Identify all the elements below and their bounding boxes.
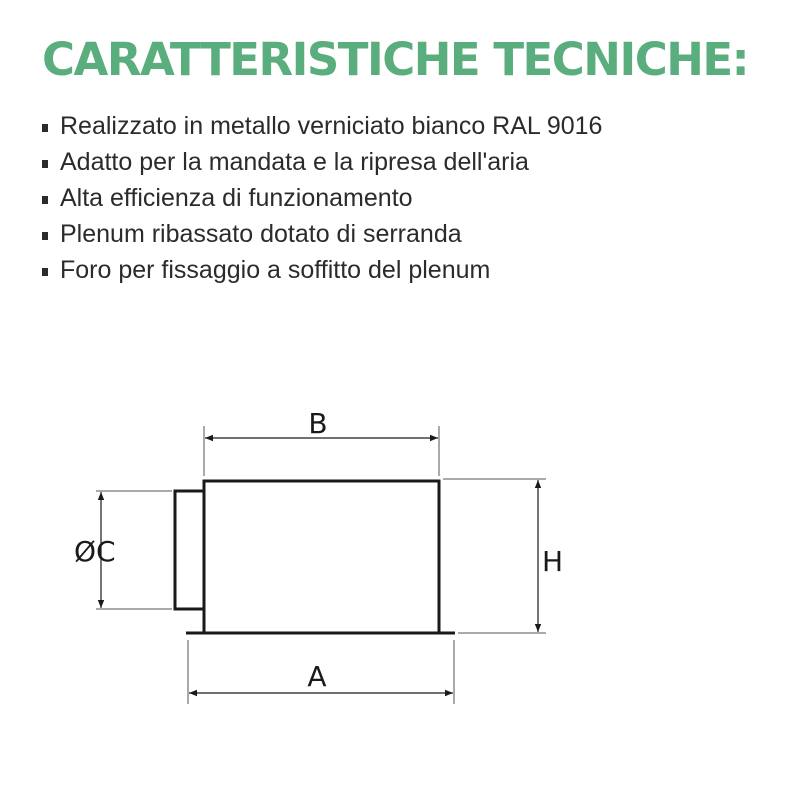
label-a: A <box>307 660 327 693</box>
label-h: H <box>542 545 564 578</box>
feature-text: Alta efficienza di funzionamento <box>60 183 413 212</box>
plenum-body <box>204 481 439 633</box>
bullet-icon <box>42 232 48 240</box>
list-item <box>42 216 602 252</box>
list-item <box>42 252 602 288</box>
page-title: CARATTERISTICHE TECNICHE: <box>42 33 749 86</box>
bullet-icon <box>42 196 48 204</box>
label-b: B <box>308 407 328 440</box>
list-item <box>42 180 602 216</box>
dimension-h <box>443 479 563 633</box>
label-c: ØC <box>74 535 116 568</box>
bullet-icon <box>42 268 48 276</box>
features-list <box>42 108 602 288</box>
feature-text: Plenum ribassato dotato di serranda <box>60 219 462 248</box>
plenum-dimension-diagram <box>0 380 800 720</box>
bullet-icon <box>42 124 48 132</box>
dimension-b <box>204 407 439 476</box>
bullet-icon <box>42 160 48 168</box>
dimension-c <box>74 491 172 609</box>
dimension-a <box>188 640 454 704</box>
feature-text: Realizzato in metallo verniciato bianco RAL 9016 <box>60 111 603 140</box>
feature-text: Foro per fissaggio a soffitto del plenum <box>60 255 491 284</box>
plenum-spigot <box>175 491 204 609</box>
list-item <box>42 144 602 180</box>
list-item <box>42 108 602 144</box>
feature-text: Adatto per la mandata e la ripresa dell'aria <box>60 147 529 176</box>
